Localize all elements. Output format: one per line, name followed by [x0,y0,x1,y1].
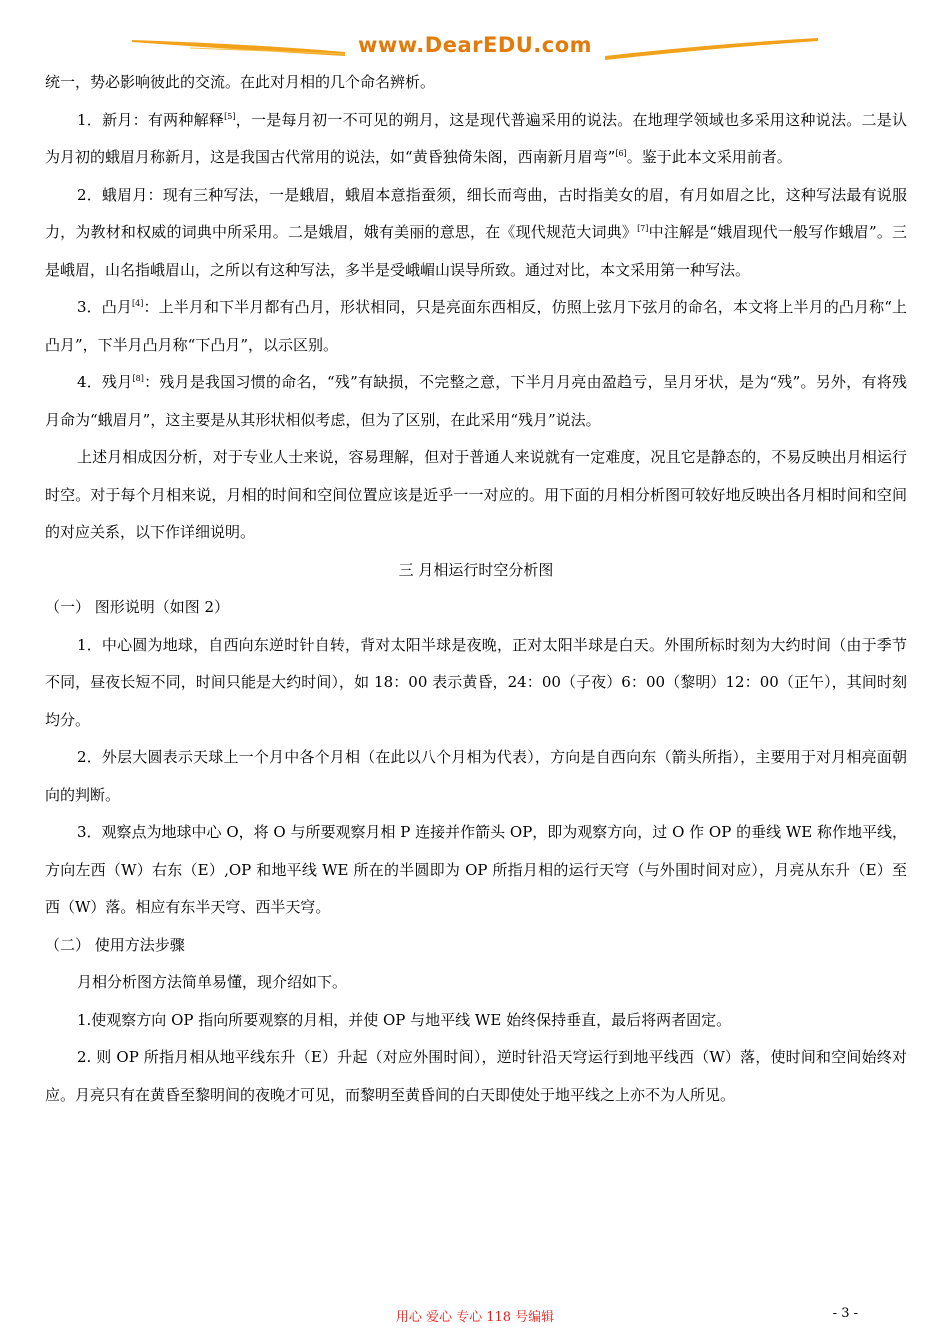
text-run: 2．蛾眉月：现有三种写法，一是蛾眉，蛾眉本意指蚕须，细长而弯曲，古时指美女的眉，有月如眉之比，这种写法最有说服力，为教材和权威的词典中所采用。二是娥眉，娥有美丽的意思，在《现代规范大词典》 [45,185,907,241]
page-footer [0,1306,950,1330]
text-run: 。鉴于此本文采用前者。 [626,148,792,166]
footer-motto: 用心 爱心 专心 118 号编辑 [395,1310,555,1325]
subsection-heading-figure: （一） 图形说明（如图 2） [45,598,230,616]
paragraph-intro: 统一，势必影响彼此的交流。在此对月相的几个命名辨析。 [45,73,436,91]
text-run: ，一是每月初一不可见的朔月，这是现代普遍采用的说法。在地理学领域也多采用这种说法。二是认为月初的蛾眉月称新月，这是我国古代常用的说法，如“黄昏独倚朱阁，西南新月眉弯” [45,110,907,166]
header-banner [130,30,820,64]
subsection-heading-usage: （二） 使用方法步骤 [45,935,185,954]
citation-ref: [8] [132,374,144,383]
citation-ref: [4] [132,299,144,308]
paragraph-gibbous [45,289,907,364]
document-body [45,64,907,1114]
section-heading: 三 月相运行时空分析图 [398,560,554,579]
paragraph-figure-1: 1．中心圆为地球，自西向东逆时针自转，背对太阳半球是夜晚，正对太阳半球是白天。外围所标时刻为大约时间（由于季节不同，昼夜长短不同，时间只能是大约时间），如 18：00 表示黄昏，24：00（子夜）6：00（黎明）12：00（正午），其间时刻均分。 [45,635,907,729]
citation-ref: [6] [615,149,627,158]
citation-ref: [7] [637,224,649,233]
paragraph-waning [45,364,907,439]
site-name: www.DearEDU.com [357,33,593,57]
text-run: ：上半月和下半月都有凸月，形状相同，只是亮面东西相反，仿照上弦月下弦月的命名，本文将上半月的凸月称“上凸月”，下半月凸月称“下凸月”，以示区别。 [45,298,907,354]
paragraph-crescent [45,177,907,290]
paragraph-new-moon [45,102,907,177]
text-run: 3．凸月 [77,298,133,316]
paragraph-usage-intro: 月相分析图方法简单易懂，现介绍如下。 [77,973,348,991]
paragraph-summary: 上述月相成因分析，对于专业人士来说，容易理解，但对于普通人来说就有一定难度，况且它是静态的，不易反映出月相运行时空。对于每个月相来说，月相的时间和空间位置应该是近乎一一对应的。用下面的月相分析图可较好地反映出各月相时间和空间的对应关系，以下作详细说明。 [45,448,907,541]
paragraph-usage-2: 2. 则 OP 所指月相从地平线东升（E）升起（对应外围时间），逆时针沿天穹运行到地平线西（W）落，使时间和空间始终对应。月亮只有在黄昏至黎明间的夜晚才可见，而黎明至黄昏间的白天即使处于地平线之上亦不为人所见。 [45,1048,907,1104]
text-run: 中注解是“娥眉现代一般写作蛾眉”。三是峨眉，山名指峨眉山，之所以有这种写法，多半是受峨嵋山误导所致。通过对比，本文采用第一种写法。 [45,223,907,279]
paragraph-figure-2: 2．外层大圆表示天球上一个月中各个月相（在此以八个月相为代表），方向是自西向东（箭头所指），主要用于对月相亮面朝向的判断。 [45,748,907,804]
text-run: 1．新月：有两种解释 [77,110,225,129]
text-run: ：残月是我国习惯的命名，“残”有缺损，不完整之意，下半月月亮由盈趋亏，呈月牙状，是为“残”。另外，有将残月命为“蛾眉月”，这主要是从其形状相似考虑，但为了区别，在此采用“残月”说法。 [45,373,908,429]
paragraph-usage-1: 1.使观察方向 OP 指向所要观察的月相，并使 OP 与地平线 WE 始终保持垂直，最后将两者固定。 [77,1010,732,1029]
page-number: - 3 - [832,1306,858,1321]
paragraph-figure-3: 3．观察点为地球中心 O，将 O 与所要观察月相 P 连接并作箭头 OP，即为观察方向，过 O 作 OP 的垂线 WE 称作地平线，方向左西（W）右东（E）,OP 和地平线 WE 所在的半圆即为 OP 所指月相的运行天穹（与外围时间对应），月亮从东升（E）至西（W）落。相应有东半天穹、西半天穹。 [45,823,907,916]
citation-ref: [5] [224,111,236,121]
text-run: 4．残月 [77,373,133,391]
